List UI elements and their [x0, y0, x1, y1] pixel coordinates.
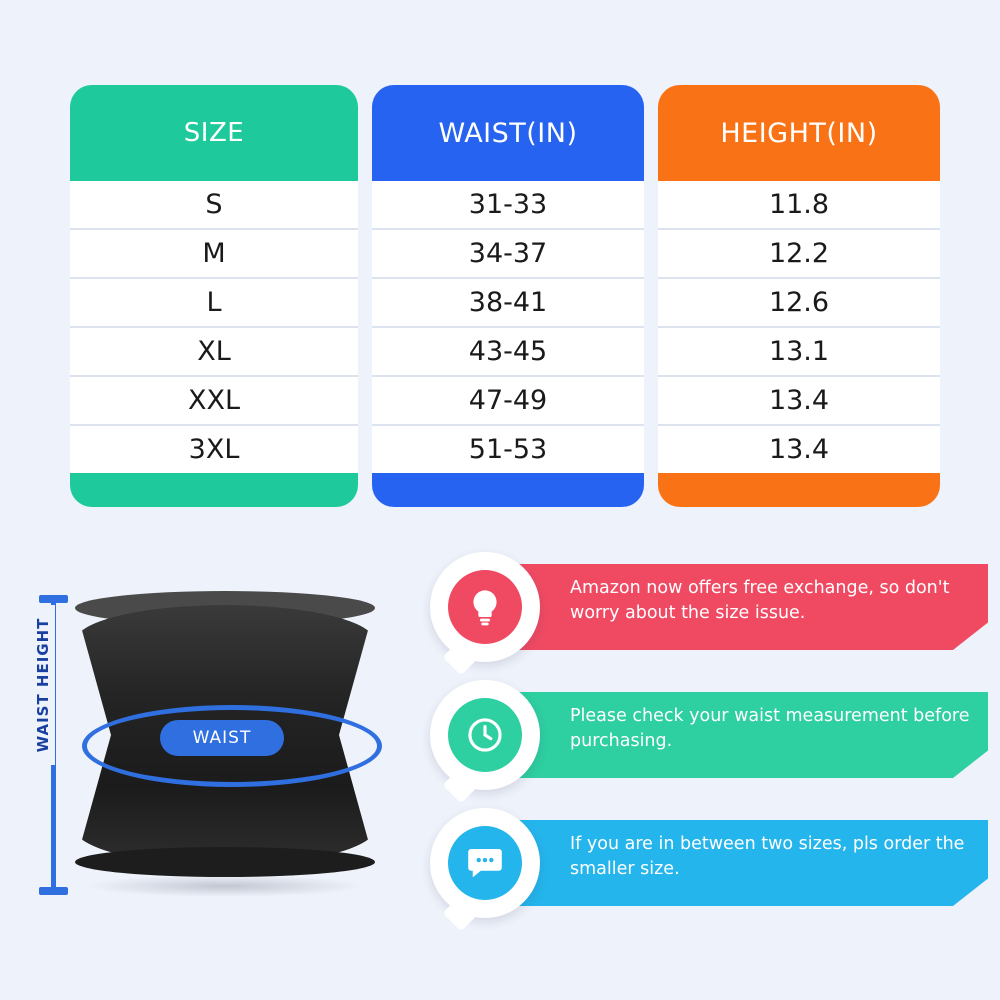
tip-badge	[430, 808, 540, 918]
belt-shadow	[85, 875, 365, 897]
column-header-waist: WAIST(IN)	[438, 117, 578, 149]
clock-icon	[448, 698, 522, 772]
lightbulb-icon	[448, 570, 522, 644]
tip-item	[430, 552, 990, 662]
table-cell-height: 13.4	[658, 426, 940, 473]
height-column	[658, 85, 940, 507]
table-cell-size: XL	[70, 328, 358, 377]
belt-bottom-edge	[75, 847, 375, 877]
tip-text: If you are in between two sizes, pls order the smaller size.	[570, 834, 965, 879]
table-cell-size: XXL	[70, 377, 358, 426]
table-cell-height: 11.8	[658, 181, 940, 230]
table-cell-height: 12.6	[658, 279, 940, 328]
product-illustration	[10, 555, 430, 975]
waist-label: WAIST	[160, 720, 284, 756]
measure-cap-top	[39, 595, 68, 603]
waist-height-label: WAIST HEIGHT	[31, 605, 55, 765]
size-chart-table	[70, 85, 930, 507]
waist-column	[372, 85, 644, 507]
size-column	[70, 85, 358, 507]
table-cell-waist: 38-41	[372, 279, 644, 328]
tip-text: Please check your waist measurement before purchasing.	[570, 706, 970, 751]
measure-cap-bottom	[39, 887, 68, 895]
table-cell-size: 3XL	[70, 426, 358, 473]
tip-badge	[430, 552, 540, 662]
table-cell-height: 13.1	[658, 328, 940, 377]
column-header-height: HEIGHT(IN)	[720, 117, 878, 149]
table-cell-size: S	[70, 181, 358, 230]
tip-text: Amazon now offers free exchange, so don't worry about the size issue.	[570, 578, 950, 623]
table-cell-waist: 47-49	[372, 377, 644, 426]
table-cell-size: L	[70, 279, 358, 328]
table-cell-height: 12.2	[658, 230, 940, 279]
column-header-size: SIZE	[183, 118, 245, 148]
tip-item	[430, 808, 990, 918]
tip-badge	[430, 680, 540, 790]
table-cell-waist: 43-45	[372, 328, 644, 377]
tip-item	[430, 680, 990, 790]
tips-list	[430, 552, 990, 936]
chat-bubble-icon	[448, 826, 522, 900]
table-cell-height: 13.4	[658, 377, 940, 426]
table-cell-size: M	[70, 230, 358, 279]
table-cell-waist: 34-37	[372, 230, 644, 279]
table-cell-waist: 31-33	[372, 181, 644, 230]
table-cell-waist: 51-53	[372, 426, 644, 473]
